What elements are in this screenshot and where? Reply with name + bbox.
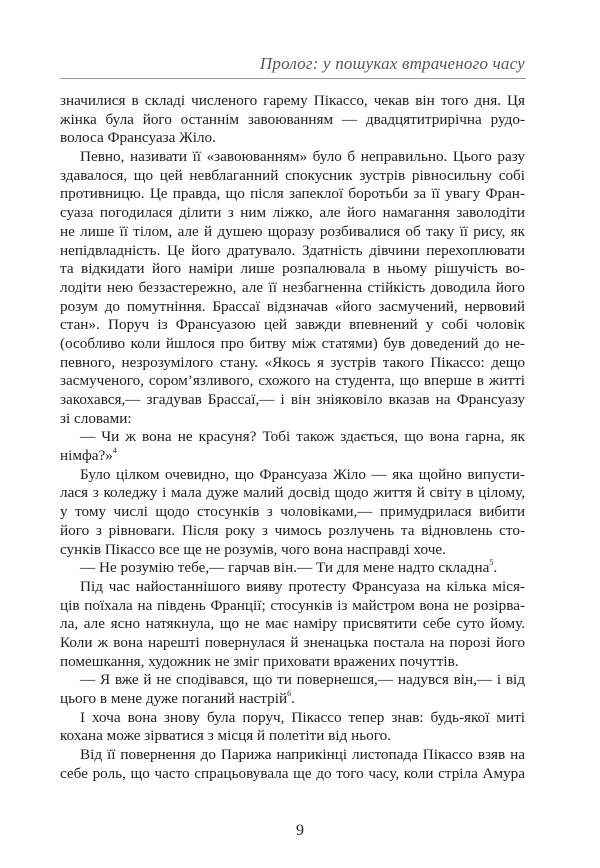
line-text: здавалося, що цей невблаганний спокусник зустрів рівносильну собі <box>60 166 525 184</box>
trailing-punctuation: . <box>291 690 295 707</box>
line-text: волоса Франсуаза Жіло. <box>60 129 216 147</box>
text-line <box>60 597 525 616</box>
text-line <box>60 634 525 653</box>
text-line <box>60 653 525 672</box>
text-line <box>60 484 525 503</box>
text-line <box>60 690 525 709</box>
text-line <box>60 335 525 354</box>
text-line <box>60 746 525 765</box>
text-line <box>60 503 525 522</box>
header-rule <box>60 78 526 79</box>
line-text: (особливо коли йшлося про битву між статями) був доведений до не- <box>60 334 525 352</box>
paragraph <box>60 148 525 428</box>
line-text: значилися в складі численого гарему Пікассо, чекав він того дня. Ця <box>60 92 525 109</box>
line-text: його з рівноваги. Після року з чимось розлучень та відновлень сто- <box>60 521 525 539</box>
paragraph <box>60 466 525 559</box>
text-line <box>60 522 525 541</box>
line-text: суаза погодилася ділити з ним ліжко, але його намагання заволодіти <box>60 204 525 222</box>
line-text: закохався,— згадував Брассаї,— і він зніяковіло вказав на Франсуазу <box>60 391 525 408</box>
text-line <box>60 354 525 373</box>
text-line <box>60 223 525 242</box>
line-text: Було цілком очевидно, що Франсуаза Жіло — яка щойно випусти- <box>80 465 525 483</box>
text-line <box>60 410 525 429</box>
text-line <box>60 559 525 578</box>
text-line <box>60 129 525 148</box>
text-line <box>60 447 525 466</box>
line-text: певного, незрозумілого стану. «Якось я зустрів такого Пікассо: дещо <box>60 353 525 371</box>
text-line <box>60 615 525 634</box>
text-line <box>60 92 525 111</box>
line-text: цього в мене дуже поганий настрій <box>60 690 288 707</box>
line-text: лодіти нею беззастережно, але її незбагненна стійкість доводила його <box>60 278 525 296</box>
text-line <box>60 391 525 410</box>
line-text: себе роль, що часто спрацьовувала ще до того часу, коли стріла Амура <box>60 764 525 782</box>
text-line <box>60 204 525 223</box>
paragraph <box>60 92 525 148</box>
text-line <box>60 372 525 391</box>
text-line <box>60 671 525 690</box>
paragraph <box>60 559 525 578</box>
line-text: Від її повернення до Парижа наприкінці листопада Пікассо взяв на <box>80 746 525 764</box>
line-text: та відкидати його наміри лише розпалювала в ньому рішучість во- <box>60 260 525 278</box>
line-text: сунків Пікассо все ще не розумів, чого вона насправді хоче. <box>60 540 446 558</box>
line-text: ла, але ясно натякнула, що не має наміру присвятити себе суто йому. <box>60 615 525 633</box>
text-line <box>60 541 525 560</box>
text-line <box>60 709 525 728</box>
line-text: німфа?» <box>60 447 113 465</box>
paragraph <box>60 428 525 465</box>
line-text: зі словами: <box>60 409 132 427</box>
line-text: у тому числі щодо стосунків з чоловіками,— примудрилася вибити <box>60 503 525 521</box>
text-line <box>60 428 525 447</box>
line-text: І хоча вона знову була поруч, Пікассо тепер знав: будь-якої миті <box>80 708 525 726</box>
text-line <box>60 765 525 784</box>
line-text: жінка була його останнім завоюванням — двадцятитрирічна рудо- <box>60 110 525 128</box>
text-line <box>60 111 525 130</box>
text-line <box>60 298 525 317</box>
line-text: кохана може зірватися з місця й полетіти від нього. <box>60 727 391 745</box>
paragraph <box>60 671 525 708</box>
line-text: Певно, називати її «завоюванням» було б неправильно. Цього разу <box>80 148 525 166</box>
line-text: непідвладність. Це його дратувало. Здатність дівчини перехоплювати <box>60 241 525 259</box>
trailing-punctuation: . <box>493 559 498 577</box>
page-number: 9 <box>296 822 304 839</box>
line-text: — Я вже й не сподівався, що ти повернешся,— надувся він,— і від <box>80 671 525 689</box>
paragraph <box>60 709 525 746</box>
text-line <box>60 316 525 335</box>
line-text: розум до помутніння. Брассаї відзначав «його засмучений, нервовий <box>60 297 525 315</box>
line-text: Під час найостаннішого вияву протесту Франсуаза на кілька міся- <box>80 577 525 595</box>
footnote-marker[interactable]: 4 <box>112 446 117 456</box>
text-line <box>60 260 525 279</box>
running-head-title: Пролог: у пошуках втраченого часу <box>259 54 525 73</box>
line-text: стан». Поруч із Франсуазою цей завжди впевнений у собі чоловік <box>60 316 525 334</box>
line-text: засмученого, сором’язливого, схожого на студента, що вперше в житті <box>60 372 525 390</box>
text-line <box>60 148 525 167</box>
paragraph <box>60 578 525 671</box>
text-line <box>60 185 525 204</box>
text-line <box>60 167 525 186</box>
line-text: лася з коледжу і мала дуже малий досвід щодо життя й світу в цілому, <box>60 484 525 502</box>
line-text: помешкання, художник не зміг приховати вражених почуттів. <box>60 652 459 670</box>
text-line <box>60 279 525 298</box>
text-line <box>60 242 525 261</box>
text-line <box>60 466 525 485</box>
paragraph <box>60 746 525 783</box>
line-text: — Не розумію тебе,— гарчав він.— Ти для мене надто складна <box>80 559 490 577</box>
body-text <box>60 92 525 783</box>
line-text: Коли ж вона нарешті повернулася й зненацька постала на порозі його <box>60 633 525 651</box>
line-text: противницю. Це правда, що після запеклої боротьби за її увагу Фран- <box>60 185 525 203</box>
footnote-marker[interactable]: 6 <box>287 689 292 698</box>
line-text: ців поїхала на південь Франції; стосунків із майстром вона не розірва- <box>60 596 525 614</box>
line-text: — Чи ж вона не красуня? Тобі також здається, що вона гарна, як <box>80 428 525 446</box>
text-line <box>60 578 525 597</box>
line-text: не лише її тілом, але й душею щоразу розбивалися об таку її рису, як <box>60 222 525 240</box>
footnote-marker[interactable]: 5 <box>489 558 494 568</box>
text-line <box>60 727 525 746</box>
